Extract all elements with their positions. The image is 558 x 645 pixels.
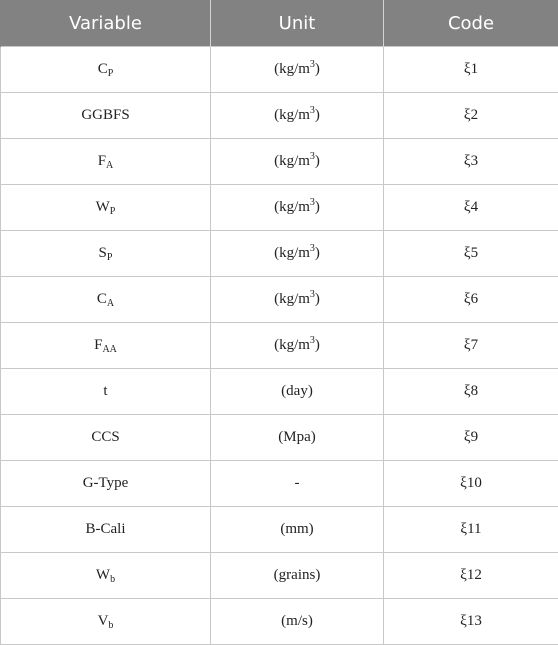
variable-subscript: P — [109, 206, 116, 217]
variable-symbol: F — [94, 337, 103, 353]
variable-subscript: b — [108, 620, 114, 631]
unit-superscript: 3 — [309, 151, 315, 162]
variable-symbol: W — [95, 199, 110, 215]
table-row — [1, 93, 558, 139]
code-cell: ξ5 — [384, 231, 558, 277]
variable-cell — [1, 47, 211, 93]
table-row — [1, 599, 558, 645]
variable-cell — [1, 415, 211, 461]
code-cell: ξ10 — [384, 461, 558, 507]
code-cell: ξ4 — [384, 185, 558, 231]
unit-text: (m/s) — [281, 613, 313, 629]
variable-symbol: C — [96, 291, 107, 307]
unit-text-close: ) — [314, 291, 320, 307]
unit-cell — [211, 47, 384, 93]
variable-cell — [1, 277, 211, 323]
table-row — [1, 461, 558, 507]
table-body — [1, 47, 558, 645]
unit-superscript: 3 — [309, 289, 315, 300]
unit-text: (kg/m — [274, 291, 310, 307]
table-row — [1, 277, 558, 323]
unit-text-close: ) — [314, 107, 320, 123]
variable-cell — [1, 369, 211, 415]
variable-cell — [1, 461, 211, 507]
variable-subscript: A — [106, 160, 114, 171]
variable-subscript: AA — [102, 344, 117, 355]
variable-symbol: V — [97, 613, 109, 629]
unit-text-close: ) — [314, 153, 320, 169]
variable-cell — [1, 139, 211, 185]
variable-subscript: b — [110, 574, 116, 585]
unit-cell — [211, 369, 384, 415]
variable-cell — [1, 93, 211, 139]
unit-text: (kg/m — [274, 245, 310, 261]
header-code: Code — [384, 0, 558, 47]
unit-text: (kg/m — [274, 107, 310, 123]
unit-cell — [211, 277, 384, 323]
unit-superscript: 3 — [309, 59, 315, 70]
table-row — [1, 47, 558, 93]
unit-text: (kg/m — [274, 153, 310, 169]
variable-symbol: F — [97, 153, 107, 169]
code-cell: ξ6 — [384, 277, 558, 323]
unit-superscript: 3 — [309, 335, 315, 346]
code-cell: ξ3 — [384, 139, 558, 185]
unit-cell — [211, 461, 384, 507]
table-row — [1, 139, 558, 185]
unit-text-close: ) — [314, 337, 320, 353]
variable-cell — [1, 599, 211, 645]
code-cell: ξ8 — [384, 369, 558, 415]
variable-subscript: P — [106, 252, 113, 263]
unit-cell — [211, 185, 384, 231]
unit-cell — [211, 507, 384, 553]
table-row — [1, 507, 558, 553]
unit-text-close: ) — [314, 245, 320, 261]
table-row — [1, 231, 558, 277]
variable-symbol: CCS — [91, 429, 120, 445]
unit-text: (mm) — [280, 521, 314, 537]
unit-text: (kg/m — [274, 199, 310, 215]
table-row — [1, 185, 558, 231]
variable-cell — [1, 323, 211, 369]
unit-text: (kg/m — [274, 61, 310, 77]
unit-cell — [211, 415, 384, 461]
unit-text: (day) — [281, 383, 313, 399]
variable-cell — [1, 231, 211, 277]
unit-cell — [211, 553, 384, 599]
unit-superscript: 3 — [309, 105, 315, 116]
unit-text: (Mpa) — [278, 429, 316, 445]
unit-superscript: 3 — [309, 243, 315, 254]
unit-superscript: 3 — [309, 197, 315, 208]
unit-text: (kg/m — [274, 337, 310, 353]
variable-cell — [1, 507, 211, 553]
code-cell: ξ9 — [384, 415, 558, 461]
table-row — [1, 415, 558, 461]
table-row — [1, 323, 558, 369]
unit-cell — [211, 139, 384, 185]
header-row — [1, 0, 558, 47]
unit-text-close: ) — [314, 61, 320, 77]
variable-subscript: P — [107, 68, 114, 79]
unit-cell — [211, 323, 384, 369]
header-unit: Unit — [211, 0, 384, 47]
table-row — [1, 553, 558, 599]
unit-cell — [211, 231, 384, 277]
variable-cell — [1, 185, 211, 231]
unit-text-close: ) — [314, 199, 320, 215]
code-cell: ξ13 — [384, 599, 558, 645]
code-cell: ξ12 — [384, 553, 558, 599]
code-cell: ξ7 — [384, 323, 558, 369]
table-row — [1, 369, 558, 415]
variable-symbol: C — [97, 61, 108, 77]
variable-symbol: W — [95, 567, 111, 583]
code-cell: ξ2 — [384, 93, 558, 139]
unit-cell — [211, 599, 384, 645]
table-header — [1, 0, 558, 47]
unit-text: - — [294, 475, 300, 491]
code-cell: ξ11 — [384, 507, 558, 553]
header-variable: Variable — [1, 0, 211, 47]
variable-cell — [1, 553, 211, 599]
code-cell: ξ1 — [384, 47, 558, 93]
unit-text: (grains) — [273, 567, 321, 583]
variable-symbol: GGBFS — [81, 107, 130, 123]
variable-symbol: B-Cali — [85, 521, 126, 537]
variable-symbol: t — [103, 383, 108, 399]
variable-symbol: G-Type — [82, 475, 129, 491]
variable-symbol: S — [98, 245, 107, 261]
unit-cell — [211, 93, 384, 139]
variable-subscript: A — [106, 298, 115, 309]
